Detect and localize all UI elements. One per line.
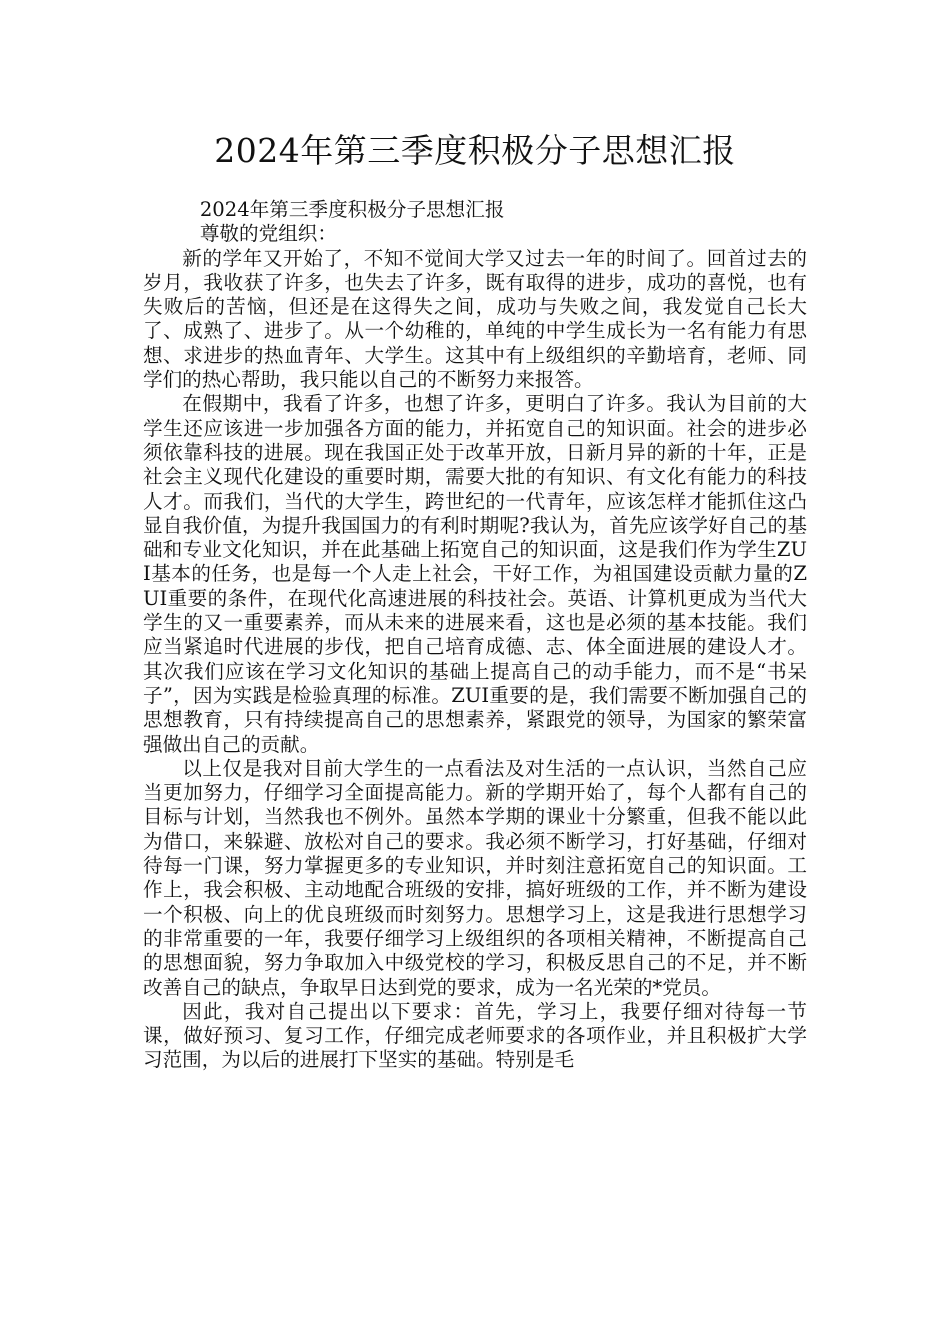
document-body <box>143 198 807 1073</box>
paragraph: 新的学年又开始了，不知不觉间大学又过去一年的时间了。回首过去的岁月，我收获了许多，也失去了许多，既有取得的进步，成功的喜悦，也有失败后的苦恼，但还是在这得失之间，成功与失败之间，我发觉自己长大了、成熟了、进步了。从一个幼稚的，单纯的中学生成长为一名有能力有思想、求进步的热血青年、大学生。这其中有上级组织的辛勤培育，老师、同学们的热心帮助，我只能以自己的不断努力来报答。 <box>143 246 807 392</box>
salutation: 尊敬的党组织： <box>199 222 337 246</box>
document-subtitle: 2024年第三季度积极分子思想汇报 <box>199 198 505 221</box>
paragraph: 以上仅是我对目前大学生的一点看法及对生活的一点认识，当然自己应当更加努力，仔细学习全面提高能力。新的学期开始了，每个人都有自己的目标与计划，当然我也不例外。虽然本学期的课业十分繁重，但我不能以此为借口，来躲避、放松对自己的要求。我必须不断学习，打好基础，仔细对待每一门课，努力掌握更多的专业知识，并时刻注意拓宽自己的知识面。工作上，我会积极、主动地配合班级的安排，搞好班级的工作，并不断为建设一个积极、向上的优良班级而时刻努力。思想学习上，这是我进行思想学习的非常重要的一年，我要仔细学习上级组织的各项相关精神，不断提高自己的思想面貌，努力争取加入中级党校的学习，积极反思自己的不足，并不断改善自己的缺点，争取早日达到党的要求，成为一名光荣的*党员。 <box>143 756 807 999</box>
paragraph: 因此，我对自己提出以下要求：首先，学习上，我要仔细对待每一节课，做好预习、复习工作，仔细完成老师要求的各项作业，并且积极扩大学习范围，为以后的进展打下坚实的基础。特别是毛 <box>143 999 807 1072</box>
document-title: 2024年第三季度积极分子思想汇报 <box>214 131 736 170</box>
paragraph: 在假期中，我看了许多，也想了许多，更明白了许多。我认为目前的大学生还应该进一步加强各方面的能力，并拓宽自己的知识面。社会的进步必须依靠科技的进展。现在我国正处于改革开放，日新月异的新的十年，正是社会主义现代化建设的重要时期，需要大批的有知识、有文化有能力的科技人才。而我们，当代的大学生，跨世纪的一代青年，应该怎样才能抓住这凸显自我价值，为提升我国国力的有利时期呢?我认为，首先应该学好自己的基础和专业文化知识，并在此基础上拓宽自己的知识面，这是我们作为学生ZUI基本的任务，也是每一个人走上社会，干好工作，为祖国建设贡献力量的ZUI重要的条件，在现代化高速进展的科技社会。英语、计算机更成为当代大学生的又一重要素养，而从未来的进展来看，这也是必须的基本技能。我们应当紧追时代进展的步伐，把自己培育成德、志、体全面进展的建设人才。其次我们应该在学习文化知识的基础上提高自己的动手能力，而不是“书呆子”，因为实践是检验真理的标准。ZUI重要的是，我们需要不断加强自己的思想教育，只有持续提高自己的思想素养，紧跟党的领导，为国家的繁荣富强做出自己的贡献。 <box>143 392 807 756</box>
